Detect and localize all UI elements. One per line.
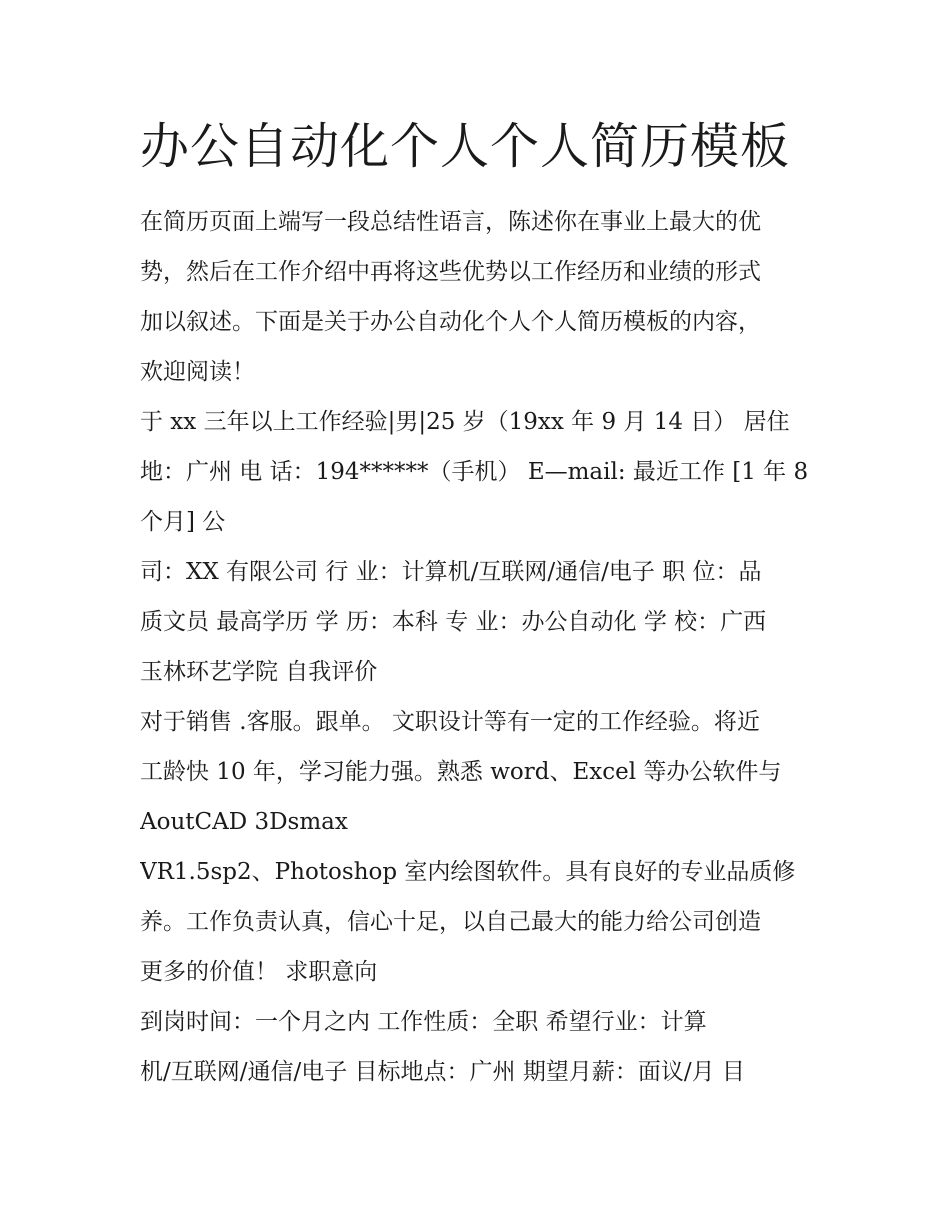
text-line-self-eval-3: AoutCAD 3Dsmax <box>140 809 348 835</box>
document-body <box>140 197 820 1097</box>
text-line-intro-2: 势，然后在工作介绍中再将这些优势以工作经历和业绩的形式 <box>140 259 761 285</box>
text-line-intent-1: 到岗时间：一个月之内 工作性质：全职 希望行业：计算 <box>140 1009 707 1035</box>
text-line-self-eval-1: 对于销售 .客服。跟单。 文职设计等有一定的工作经验。将近 <box>140 709 760 735</box>
text-line-work-info-3: 玉林环艺学院 自我评价 <box>140 659 378 685</box>
text-line-intent-2: 机/互联网/通信/电子 目标地点：广州 期望月薪：面议/月 目 <box>140 1059 745 1085</box>
text-line-self-eval-4: VR1.5sp2、Photoshop 室内绘图软件。具有良好的专业品质修 <box>140 859 796 885</box>
text-line-work-info-1: 司：XX 有限公司 行 业：计算机/互联网/通信/电子 职 位：品 <box>140 559 762 585</box>
text-line-self-eval-5: 养。工作负责认真，信心十足，以自己最大的能力给公司创造 <box>140 909 761 935</box>
text-line-intro-3: 加以叙述。下面是关于办公自动化个人个人简历模板的内容， <box>140 309 761 335</box>
text-line-basic-info-3: 个月] 公 <box>140 509 226 535</box>
text-line-self-eval-6: 更多的价值！ 求职意向 <box>140 959 378 985</box>
text-line-basic-info-2: 地：广州 电 话：194******（手机） E—mail: 最近工作 [1 年 8 <box>140 459 809 485</box>
text-line-intro-4: 欢迎阅读！ <box>140 359 255 385</box>
text-line-self-eval-2: 工龄快 10 年，学习能力强。熟悉 word、Excel 等办公软件与 <box>140 759 782 785</box>
text-line-basic-info-1: 于 xx 三年以上工作经验|男|25 岁（19xx 年 9 月 14 日） 居住 <box>140 409 790 435</box>
document-title: 办公自动化个人个人简历模板 <box>140 118 791 175</box>
text-line-work-info-2: 质文员 最高学历 学 历：本科 专 业：办公自动化 学 校：广西 <box>140 609 767 635</box>
text-line-intro-1: 在简历页面上端写一段总结性语言，陈述你在事业上最大的优 <box>140 209 761 235</box>
